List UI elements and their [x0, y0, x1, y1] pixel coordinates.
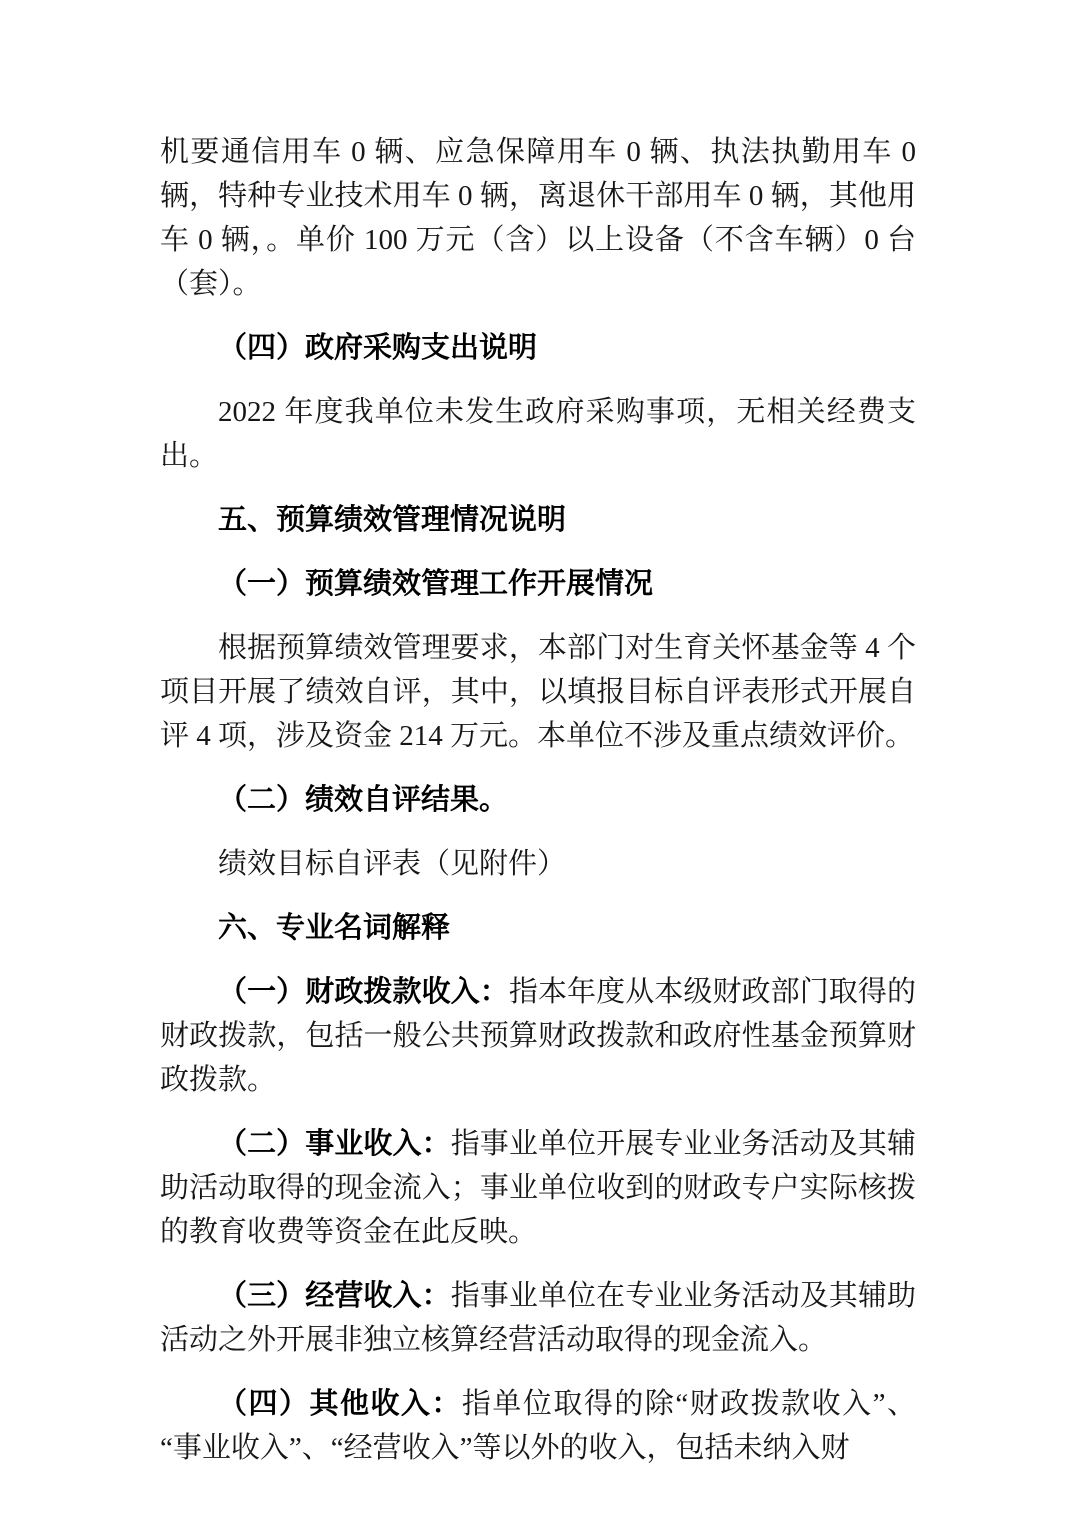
paragraph-gov-procurement: 2022 年度我单位未发生政府采购事项，无相关经费支出。 — [160, 396, 916, 472]
term-paragraph-other-income — [160, 1382, 916, 1470]
term-lead-institutional-income: （二）事业收入： — [218, 1128, 451, 1160]
heading-performance-management-work: （一）预算绩效管理工作开展情况 — [218, 568, 654, 600]
paragraph-vehicle-usage: 机要通信用车 0 辆、应急保障用车 0 辆、执法执勤用车 0 辆，特种专业技术用车 0 辆，离退休干部用车 0 辆，其他用车 0 辆，。单价 100 万元（含）以上设备（不含车辆）0 台（套）。 — [160, 136, 916, 300]
term-text-operating-income: 指事业单位在专业业务活动及其辅助活动之外开展非独立核算经营活动取得的现金流入。 — [160, 1280, 916, 1356]
heading-section-5-budget-performance: 五、预算绩效管理情况说明 — [218, 504, 567, 536]
term-text-institutional-income: 指事业单位开展专业业务活动及其辅助活动取得的现金流入；事业单位收到的财政专户实际核拨的教育收费等资金在此反映。 — [160, 1128, 916, 1248]
term-lead-other-income: （四）其他收入： — [218, 1388, 462, 1420]
document-content — [160, 130, 916, 1490]
term-text-fiscal-appropriation-income: 指本年度从本级财政部门取得的财政拨款，包括一般公共预算财政拨款和政府性基金预算财政拨款。 — [160, 976, 916, 1096]
heading-section-6-terminology: 六、专业名词解释 — [218, 912, 451, 944]
paragraph-performance-management-work: 根据预算绩效管理要求，本部门对生育关怀基金等 4 个项目开展了绩效自评，其中，以填报目标自评表形式开展自评 4 项，涉及资金 214 万元。本单位不涉及重点绩效评价。 — [160, 632, 916, 752]
heading-self-evaluation-result: （二）绩效自评结果。 — [218, 784, 509, 816]
term-lead-operating-income: （三）经营收入： — [218, 1280, 451, 1312]
heading-gov-procurement: （四）政府采购支出说明 — [218, 332, 538, 364]
term-lead-fiscal-appropriation-income: （一）财政拨款收入： — [218, 976, 509, 1008]
term-paragraph-institutional-income — [160, 1122, 916, 1254]
term-paragraph-operating-income — [160, 1274, 916, 1362]
term-text-other-income: 指单位取得的除“财政拨款收入”、“事业收入”、“经营收入”等以外的收入，包括未纳入财 — [160, 1388, 916, 1464]
paragraph-self-evaluation-result: 绩效目标自评表（见附件） — [218, 848, 567, 880]
term-paragraph-fiscal-appropriation-income — [160, 970, 916, 1102]
